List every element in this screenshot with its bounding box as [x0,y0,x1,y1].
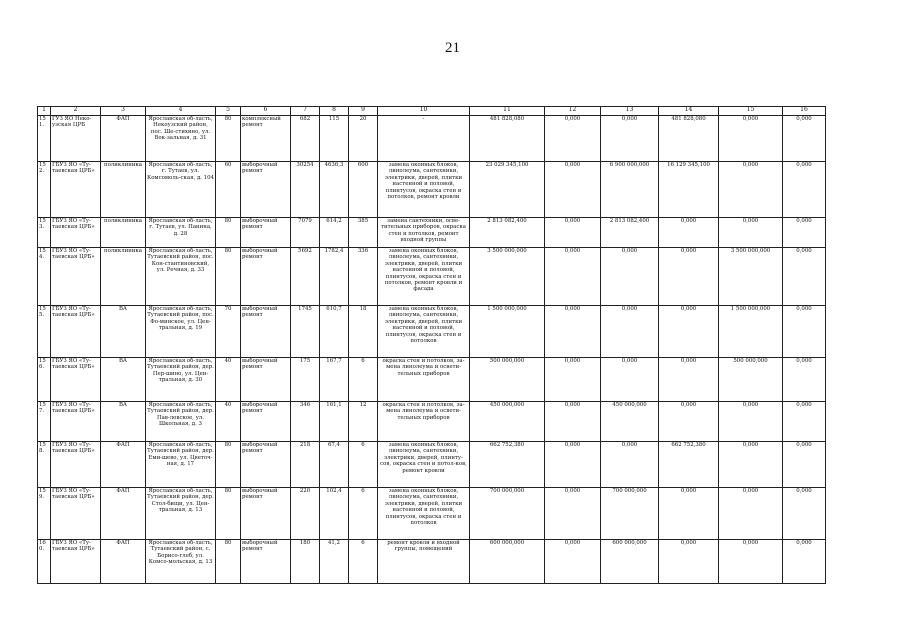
works-description-cell: замена оконных блоков, линолеума, сантехники, электрики, дверей, плинту-сов, окраска стен и потол-ков, ремонт кровли [378,442,470,488]
visits-count-cell: 18 [349,306,378,358]
repair-kind-cell: выборочный ремонт [241,306,291,358]
column-number-cell: 1 [38,107,51,116]
column-number-cell: 3 [101,107,146,116]
works-description-cell: замена оконных блоков, линолеума, сантехники, электрики, дверей, плитки настенной и половой, плинтусов, окраска стен и потолков, ремонт кровли [378,162,470,218]
visits-count-cell: 385 [349,218,378,248]
area-m2-cell: 614,2 [320,218,349,248]
total-amount-cell: 700 000,000 [470,488,545,540]
amount-col-12-cell: 0,000 [545,162,601,218]
row-number-cell: 153. [38,218,51,248]
visits-count-cell: 336 [349,248,378,306]
amount-col-14-cell: 0,000 [659,540,719,584]
total-amount-cell: 481 828,080 [470,116,545,162]
address-cell: Ярославская об-ласть, г. Тутаев, ул. Комсомоль-ская, д. 104 [146,162,216,218]
amount-col-13-cell: 0,000 [601,442,659,488]
row-number-cell: 156. [38,358,51,402]
amount-col-12-cell: 0,000 [545,540,601,584]
column-number-cell: 13 [601,107,659,116]
facility-type-cell: ФАП [101,540,146,584]
organization-name-cell: ГБУЗ ЯО «Ту-таевская ЦРБ» [51,540,101,584]
row-number-cell: 155. [38,306,51,358]
amount-col-14-cell: 0,000 [659,358,719,402]
table-row [38,306,826,358]
area-m2-cell: 41,2 [320,540,349,584]
table-row [38,116,826,162]
table-row [38,442,826,488]
organization-name-cell: ГБУЗ ЯО «Ту-таевская ЦРБ» [51,248,101,306]
table-row [38,488,826,540]
total-amount-cell: 450 000,000 [470,402,545,442]
area-m2-cell: 102,4 [320,488,349,540]
area-m2-cell: 115 [320,116,349,162]
visits-count-cell: 6 [349,540,378,584]
table-body [38,107,826,584]
amount-col-12-cell: 0,000 [545,358,601,402]
row-number-cell: 160. [38,540,51,584]
wear-percent-cell: 70 [216,306,241,358]
amount-col-12-cell: 0,000 [545,306,601,358]
amount-col-12-cell: 0,000 [545,116,601,162]
wear-percent-cell: 40 [216,402,241,442]
wear-percent-cell: 80 [216,442,241,488]
area-m2-cell: 161,1 [320,402,349,442]
area-m2-cell: 167,7 [320,358,349,402]
works-description-cell: ремонт кровли и входной группы, помещений [378,540,470,584]
visits-count-cell: 600 [349,162,378,218]
amount-col-12-cell: 0,000 [545,488,601,540]
repair-register-table [37,106,826,584]
facility-type-cell: поликлиника [101,218,146,248]
facility-type-cell: ФАП [101,116,146,162]
amount-col-13-cell: 0,000 [601,116,659,162]
column-number-cell: 8 [320,107,349,116]
facility-type-cell: ВА [101,358,146,402]
volume-m3-cell: 682 [291,116,320,162]
amount-col-15-cell: 3 500 000,000 [719,248,783,306]
address-cell: Ярославская об-ласть, Тутаевский район, дер. Пер-шино, ул. Цен-тральная, д. 30 [146,358,216,402]
table-row [38,402,826,442]
total-amount-cell: 23 029 345,100 [470,162,545,218]
facility-type-cell: ВА [101,402,146,442]
repair-kind-cell: выборочный ремонт [241,358,291,402]
amount-col-16-cell: 0,000 [783,358,826,402]
amount-col-16-cell: 0,000 [783,442,826,488]
table-row [38,162,826,218]
column-number-cell: 9 [349,107,378,116]
total-amount-cell: 600 000,000 [470,540,545,584]
wear-percent-cell: 80 [216,488,241,540]
visits-count-cell: 6 [349,488,378,540]
amount-col-16-cell: 0,000 [783,218,826,248]
address-cell: Ярославская об-ласть, Некоузский район, пос. Ше-стихино, ул. Вок-зальная, д. 31 [146,116,216,162]
table-row [38,248,826,306]
amount-col-14-cell: 662 752,380 [659,442,719,488]
address-cell: Ярославская об-ласть, Тутаевский район, дер. Пав-ловское, ул. Школьная, д. 3 [146,402,216,442]
facility-type-cell: ВА [101,306,146,358]
amount-col-16-cell: 0,000 [783,306,826,358]
amount-col-13-cell: 450 000,000 [601,402,659,442]
visits-count-cell: 6 [349,442,378,488]
amount-col-15-cell: 500 000,000 [719,358,783,402]
column-number-cell: 11 [470,107,545,116]
table-row [38,218,826,248]
amount-col-15-cell: 0,000 [719,488,783,540]
amount-col-15-cell: 0,000 [719,116,783,162]
column-number-cell: 10 [378,107,470,116]
table-row [38,540,826,584]
row-number-cell: 154. [38,248,51,306]
amount-col-13-cell: 6 900 000,000 [601,162,659,218]
address-cell: Ярославская об-ласть, Тутаевский район, дер. Стол-бищи, ул. Цен-тральная, д. 13 [146,488,216,540]
repair-kind-cell: выборочный ремонт [241,402,291,442]
amount-col-16-cell: 0,000 [783,162,826,218]
amount-col-12-cell: 0,000 [545,442,601,488]
amount-col-12-cell: 0,000 [545,248,601,306]
address-cell: Ярославская об-ласть, Тутаевский район, пос. Фо-минское, ул. Цен-тральная, д. 19 [146,306,216,358]
total-amount-cell: 1 500 000,000 [470,306,545,358]
column-number-cell: 15 [719,107,783,116]
total-amount-cell: 662 752,380 [470,442,545,488]
wear-percent-cell: 40 [216,358,241,402]
organization-name-cell: ГУЗ ЯО Неко-узская ЦРБ [51,116,101,162]
row-number-cell: 152. [38,162,51,218]
wear-percent-cell: 80 [216,218,241,248]
amount-col-16-cell: 0,000 [783,488,826,540]
column-number-cell: 6 [241,107,291,116]
amount-col-14-cell: 481 828,080 [659,116,719,162]
organization-name-cell: ГБУЗ ЯО «Ту-таевская ЦРБ» [51,218,101,248]
column-number-cell: 7 [291,107,320,116]
amount-col-16-cell: 0,000 [783,116,826,162]
visits-count-cell: 6 [349,358,378,402]
amount-col-15-cell: 0,000 [719,540,783,584]
amount-col-15-cell: 0,000 [719,218,783,248]
visits-count-cell: 20 [349,116,378,162]
works-description-cell: замена оконных блоков, линолеума, сантехники, электрики, дверей, плитки настенной и половой, плинтусов, окраска стен и потолков [378,306,470,358]
row-number-cell: 157. [38,402,51,442]
amount-col-16-cell: 0,000 [783,402,826,442]
total-amount-cell: 500 000,000 [470,358,545,402]
column-number-cell: 14 [659,107,719,116]
amount-col-12-cell: 0,000 [545,402,601,442]
amount-col-14-cell: 0,000 [659,306,719,358]
volume-m3-cell: 180 [291,540,320,584]
column-number-cell: 2 [51,107,101,116]
amount-col-14-cell: 0,000 [659,402,719,442]
organization-name-cell: ГБУЗ ЯО «Ту-таевская ЦРБ» [51,162,101,218]
address-cell: Ярославская об-ласть, Тутаевский район, пос. Кон-стантиновский, ул. Речная, д. 33 [146,248,216,306]
wear-percent-cell: 80 [216,540,241,584]
wear-percent-cell: 80 [216,248,241,306]
works-description-cell: - [378,116,470,162]
facility-type-cell: поликлиника [101,162,146,218]
amount-col-14-cell: 0,000 [659,218,719,248]
amount-col-14-cell: 0,000 [659,488,719,540]
organization-name-cell: ГБУЗ ЯО «Ту-таевская ЦРБ» [51,358,101,402]
total-amount-cell: 3 500 000,000 [470,248,545,306]
organization-name-cell: ГБУЗ ЯО «Ту-таевская ЦРБ» [51,488,101,540]
address-cell: Ярославская об-ласть, г. Тутаев, ул. Панина, д. 28 [146,218,216,248]
row-number-cell: 159. [38,488,51,540]
row-number-cell: 151. [38,116,51,162]
wear-percent-cell: 60 [216,162,241,218]
area-m2-cell: 1782,4 [320,248,349,306]
row-number-cell: 158. [38,442,51,488]
facility-type-cell: поликлиника [101,248,146,306]
amount-col-15-cell: 0,000 [719,442,783,488]
volume-m3-cell: 30254 [291,162,320,218]
works-description-cell: окраска стен и потолков, за-мена линолеума и освети-тельных приборов [378,358,470,402]
area-m2-cell: 4636,3 [320,162,349,218]
works-description-cell: замена оконных блоков, линолеума, сантехники, электрики, дверей, плитки настенной и половой, плинтусов, окраска стен и потолков [378,488,470,540]
amount-col-15-cell: 0,000 [719,162,783,218]
repair-kind-cell: выборочный ремонт [241,218,291,248]
amount-col-13-cell: 0,000 [601,248,659,306]
total-amount-cell: 2 813 082,400 [470,218,545,248]
amount-col-13-cell: 0,000 [601,306,659,358]
amount-col-13-cell: 600 000,000 [601,540,659,584]
amount-col-15-cell: 0,000 [719,402,783,442]
amount-col-15-cell: 1 500 000,000 [719,306,783,358]
facility-type-cell: ФАП [101,442,146,488]
page-number: 21 [445,40,460,56]
amount-col-13-cell: 700 000,000 [601,488,659,540]
repair-kind-cell: выборочный ремонт [241,540,291,584]
facility-type-cell: ФАП [101,488,146,540]
organization-name-cell: ГБУЗ ЯО «Ту-таевская ЦРБ» [51,402,101,442]
column-number-cell: 12 [545,107,601,116]
works-description-cell: замена сантехники, осве-тительных приборов, окраска стен и потолков, ремонт входной группы [378,218,470,248]
works-description-cell: окраска стен и потолков, за-мена линолеума и освети-тельных приборов [378,402,470,442]
volume-m3-cell: 5692 [291,248,320,306]
organization-name-cell: ГБУЗ ЯО «Ту-таевская ЦРБ» [51,442,101,488]
column-number-row [38,107,826,116]
table-row [38,358,826,402]
column-number-cell: 16 [783,107,826,116]
amount-col-14-cell: 16 129 345,100 [659,162,719,218]
amount-col-14-cell: 0,000 [659,248,719,306]
volume-m3-cell: 220 [291,488,320,540]
amount-col-12-cell: 0,000 [545,218,601,248]
volume-m3-cell: 218 [291,442,320,488]
amount-col-16-cell: 0,000 [783,540,826,584]
organization-name-cell: ГБУЗ ЯО «Ту-таевская ЦРБ» [51,306,101,358]
amount-col-13-cell: 2 813 082,400 [601,218,659,248]
column-number-cell: 4 [146,107,216,116]
volume-m3-cell: 7079 [291,218,320,248]
repair-kind-cell: выборочный ремонт [241,442,291,488]
works-description-cell: замена оконных блоков, линолеума, сантехники, электрики, дверей, плитки настенной и половой, плинтусов, окраска стен и потолков, ремонт кровли и фасада [378,248,470,306]
repair-kind-cell: выборочный ремонт [241,488,291,540]
address-cell: Ярославская об-ласть, Тутаевский район, с. Борисо-глеб, ул. Комсо-мольская, д. 13 [146,540,216,584]
volume-m3-cell: 175 [291,358,320,402]
column-number-cell: 5 [216,107,241,116]
volume-m3-cell: 346 [291,402,320,442]
amount-col-13-cell: 0,000 [601,358,659,402]
address-cell: Ярославская об-ласть, Тутаевский район, дер. Еми-шево, ул. Цветоч-ная, д. 17 [146,442,216,488]
repair-kind-cell: комплексный ремонт [241,116,291,162]
amount-col-16-cell: 0,000 [783,248,826,306]
volume-m3-cell: 1745 [291,306,320,358]
repair-kind-cell: выборочный ремонт [241,248,291,306]
visits-count-cell: 12 [349,402,378,442]
area-m2-cell: 610,7 [320,306,349,358]
area-m2-cell: 67,4 [320,442,349,488]
wear-percent-cell: 80 [216,116,241,162]
repair-kind-cell: выборочный ремонт [241,162,291,218]
